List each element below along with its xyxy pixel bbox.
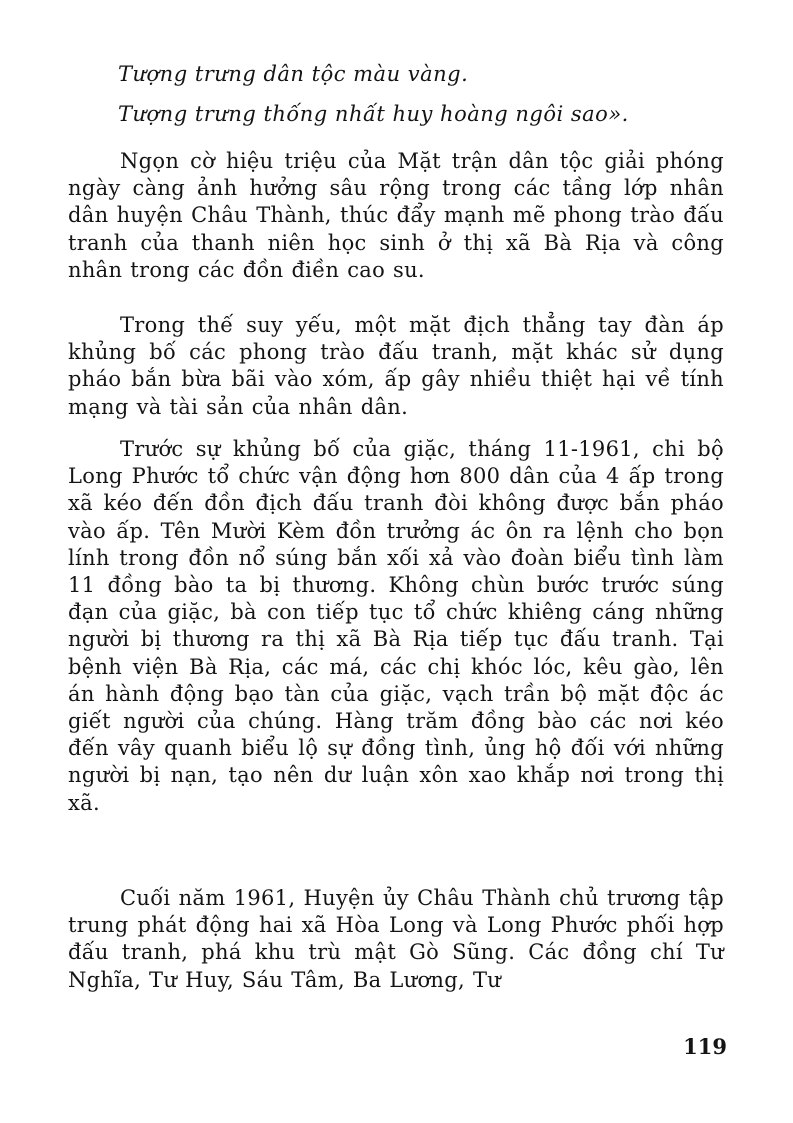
- paragraph-3: Trước sự khủng bố của giặc, tháng 11-1961, chi bộ Long Phước tổ chức vận động hơn 800 dân của 4 ấp trong xã kéo đến đồn địch đấu tranh đòi không được bắn pháo vào ấp. Tên Mười Kèm đồn trưởng ác ôn ra lệnh cho bọn lính trong đồn nổ súng bắn xối xả vào đoàn biểu tình làm 11 đồng bào ta bị thương. Không chùn bước trước súng đạn của giặc, bà con tiếp tục tổ chức khiêng cáng những người bị thương ra thị xã Bà Rịa tiếp tục đấu tranh. Tại bệnh viện Bà Rịa, các má, các chị khóc lóc, kêu gào, lên án hành động bạo tàn của giặc, vạch trần bộ mặt độc ác giết người của chúng. Hàng trăm đồng bào các nơi kéo đến vây quanh biểu lộ sự đồng tình, ủng hộ đối với những người bị nạn, tạo nên dư luận xôn xao khắp nơi trong thị xã.: [68, 437, 724, 815]
- paragraph-1: Ngọn cờ hiệu triệu của Mặt trận dân tộc giải phóng ngày càng ảnh hưởng sâu rộng trong các tầng lớp nhân dân huyện Châu Thành, thúc đẩy mạnh mẽ phong trào đấu tranh của thanh niên học sinh ở thị xã Bà Rịa và công nhân trong các đồn điền cao su.: [68, 149, 724, 282]
- paragraph-4: Cuối năm 1961, Huyện ủy Châu Thành chủ trương tập trung phát động hai xã Hòa Long và Long Phước phối hợp đấu tranh, phá khu trù mật Gò Sũng. Các đồng chí Tư Nghĩa, Tư Huy, Sáu Tâm, Ba Lương, Tư: [68, 886, 724, 992]
- verse-line-1: Tượng trưng dân tộc màu vàng.: [118, 62, 469, 86]
- paragraph-2: Trong thế suy yếu, một mặt địch thẳng tay đàn áp khủng bố các phong trào đấu tranh, mặt khác sử dụng pháo bắn bừa bãi vào xóm, ấp gây nhiều thiệt hại về tính mạng và tài sản của nhân dân.: [68, 313, 724, 419]
- page-number: 119: [683, 1034, 727, 1059]
- verse-line-2: Tượng trưng thống nhất huy hoàng ngôi sao».: [118, 102, 629, 126]
